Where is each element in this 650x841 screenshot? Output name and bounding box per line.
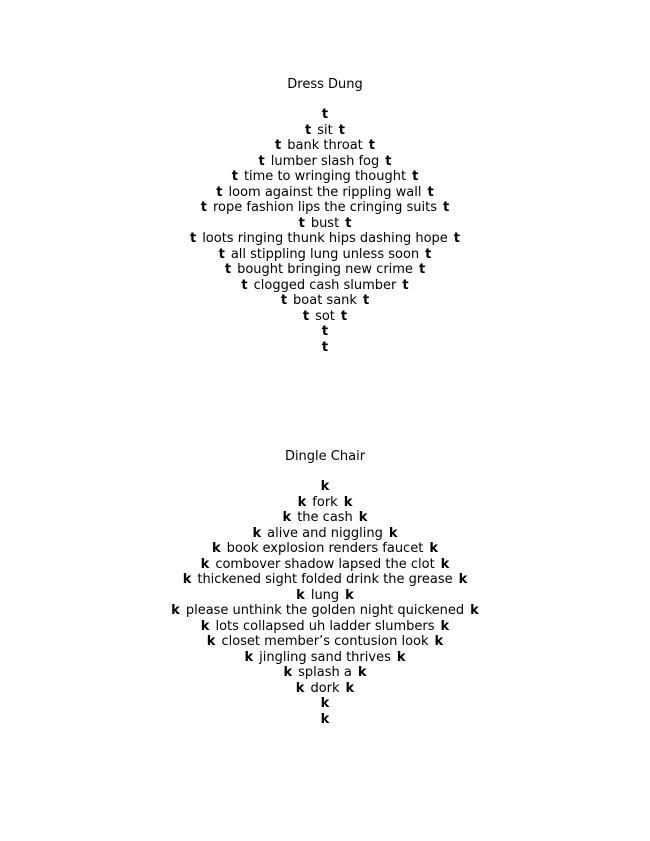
poem-line <box>0 712 650 728</box>
poem-line <box>0 588 650 604</box>
line-marker: k <box>358 510 368 525</box>
line-marker: t <box>321 324 329 339</box>
line-marker: k <box>212 541 221 556</box>
line-marker: k <box>396 649 406 665</box>
line-text: splash a <box>298 665 352 680</box>
poem-line <box>0 681 650 697</box>
poem-line <box>0 324 650 340</box>
line-marker: t <box>338 122 345 138</box>
poem-line <box>0 619 650 635</box>
poem-line <box>0 185 650 201</box>
line-marker: k <box>200 556 210 572</box>
line-marker: k <box>388 525 398 541</box>
poem-dress-dung <box>0 76 650 355</box>
line-text: jingling sand thrives <box>259 649 391 665</box>
line-marker: k <box>470 603 479 618</box>
line-text: lumber slash fog <box>270 153 380 169</box>
line-marker: t <box>385 153 392 169</box>
poem-line <box>0 169 650 185</box>
line-text: the cash <box>297 510 353 525</box>
line-text: loots ringing thunk hips dashing hope <box>202 231 448 246</box>
line-marker: k <box>295 680 305 696</box>
line-text: bust <box>310 215 340 231</box>
line-marker: t <box>218 246 225 262</box>
poem-line <box>0 107 650 123</box>
poem-line <box>0 154 650 170</box>
line-marker: k <box>440 556 450 572</box>
poem-line <box>0 138 650 154</box>
line-marker: t <box>425 246 432 262</box>
line-text: sit <box>317 122 333 138</box>
line-marker: k <box>206 634 216 649</box>
line-marker: k <box>182 572 192 587</box>
line-text: loom against the rippling wall <box>228 184 422 200</box>
line-marker: t <box>280 293 288 308</box>
line-marker: k <box>320 711 330 727</box>
line-marker: k <box>200 618 210 634</box>
poem-title: Dress Dung <box>287 77 363 92</box>
line-marker: t <box>345 215 352 231</box>
poem-line <box>0 231 650 247</box>
line-marker: t <box>321 339 329 355</box>
line-text: clogged cash slumber <box>253 277 397 293</box>
poem-line <box>0 557 650 573</box>
poem-line <box>0 665 650 681</box>
line-marker: t <box>298 215 305 231</box>
line-marker: t <box>418 262 426 277</box>
poem-line <box>0 200 650 216</box>
line-marker: t <box>216 184 223 200</box>
poem-line <box>0 634 650 650</box>
line-text: thickened sight folded drink the grease <box>197 572 453 587</box>
line-marker: t <box>362 293 370 308</box>
poem-line <box>0 495 650 511</box>
poem-line <box>0 526 650 542</box>
line-text: book explosion renders faucet <box>226 541 424 556</box>
line-text: bought bringing new crime <box>237 262 413 277</box>
line-marker: k <box>252 525 262 541</box>
line-marker: t <box>302 308 310 324</box>
line-text: boat sank <box>293 293 357 308</box>
poem-title: Dingle Chair <box>284 449 366 464</box>
poem-line <box>0 247 650 263</box>
line-marker: t <box>427 184 434 200</box>
line-marker: k <box>343 494 353 510</box>
line-marker: k <box>345 680 355 696</box>
line-marker: k <box>434 634 444 649</box>
line-marker: k <box>283 665 293 680</box>
line-marker: t <box>231 169 238 184</box>
line-text: time to wringing thought <box>243 169 407 184</box>
line-text: alive and niggling <box>267 525 383 541</box>
line-marker: t <box>321 107 329 122</box>
line-marker: k <box>171 603 180 618</box>
line-marker: k <box>297 494 307 510</box>
line-text: all stippling lung unless soon <box>230 246 420 262</box>
line-text: combover shadow lapsed the clot <box>215 556 435 572</box>
poem-line <box>0 603 650 619</box>
poem-line <box>0 123 650 139</box>
line-marker: k <box>320 696 330 711</box>
line-text: dork <box>310 680 340 696</box>
line-marker: k <box>440 618 450 634</box>
line-text: lots collapsed uh ladder slumbers <box>215 618 435 634</box>
poem-dingle-chair <box>0 448 650 727</box>
line-marker: k <box>244 649 254 665</box>
line-marker: k <box>320 479 330 494</box>
line-marker: k <box>357 665 367 680</box>
poem-line <box>0 278 650 294</box>
line-text: bank throat <box>287 138 363 153</box>
poem-line <box>0 340 650 356</box>
poem-line <box>0 262 650 278</box>
line-marker: k <box>282 510 292 525</box>
poem-line <box>0 479 650 495</box>
line-marker: t <box>258 153 265 169</box>
poem-line <box>0 216 650 232</box>
poem-lines <box>0 479 650 727</box>
poem-line <box>0 696 650 712</box>
poem-line <box>0 572 650 588</box>
line-marker: t <box>189 231 197 246</box>
line-marker: k <box>296 587 305 603</box>
line-marker: t <box>200 200 207 215</box>
line-marker: k <box>345 587 354 603</box>
line-marker: t <box>368 138 375 153</box>
line-marker: k <box>429 541 438 556</box>
line-text: closet member’s contusion look <box>221 634 429 649</box>
line-text: please unthink the golden night quickened <box>185 603 465 618</box>
line-text: fork <box>312 494 338 510</box>
line-marker: t <box>340 308 348 324</box>
line-text: lung <box>310 587 340 603</box>
line-marker: t <box>224 262 232 277</box>
line-text: sot <box>315 308 335 324</box>
line-marker: t <box>275 138 282 153</box>
poem-line <box>0 541 650 557</box>
poem-line <box>0 309 650 325</box>
poem-line <box>0 293 650 309</box>
line-marker: k <box>458 572 468 587</box>
line-marker: t <box>412 169 419 184</box>
line-marker: t <box>402 277 409 293</box>
line-marker: t <box>241 277 248 293</box>
line-text: rope fashion lips the cringing suits <box>212 200 438 215</box>
poem-line <box>0 650 650 666</box>
poem-lines <box>0 107 650 355</box>
poem-line <box>0 510 650 526</box>
line-marker: t <box>305 122 312 138</box>
line-marker: t <box>453 231 461 246</box>
line-marker: t <box>443 200 450 215</box>
